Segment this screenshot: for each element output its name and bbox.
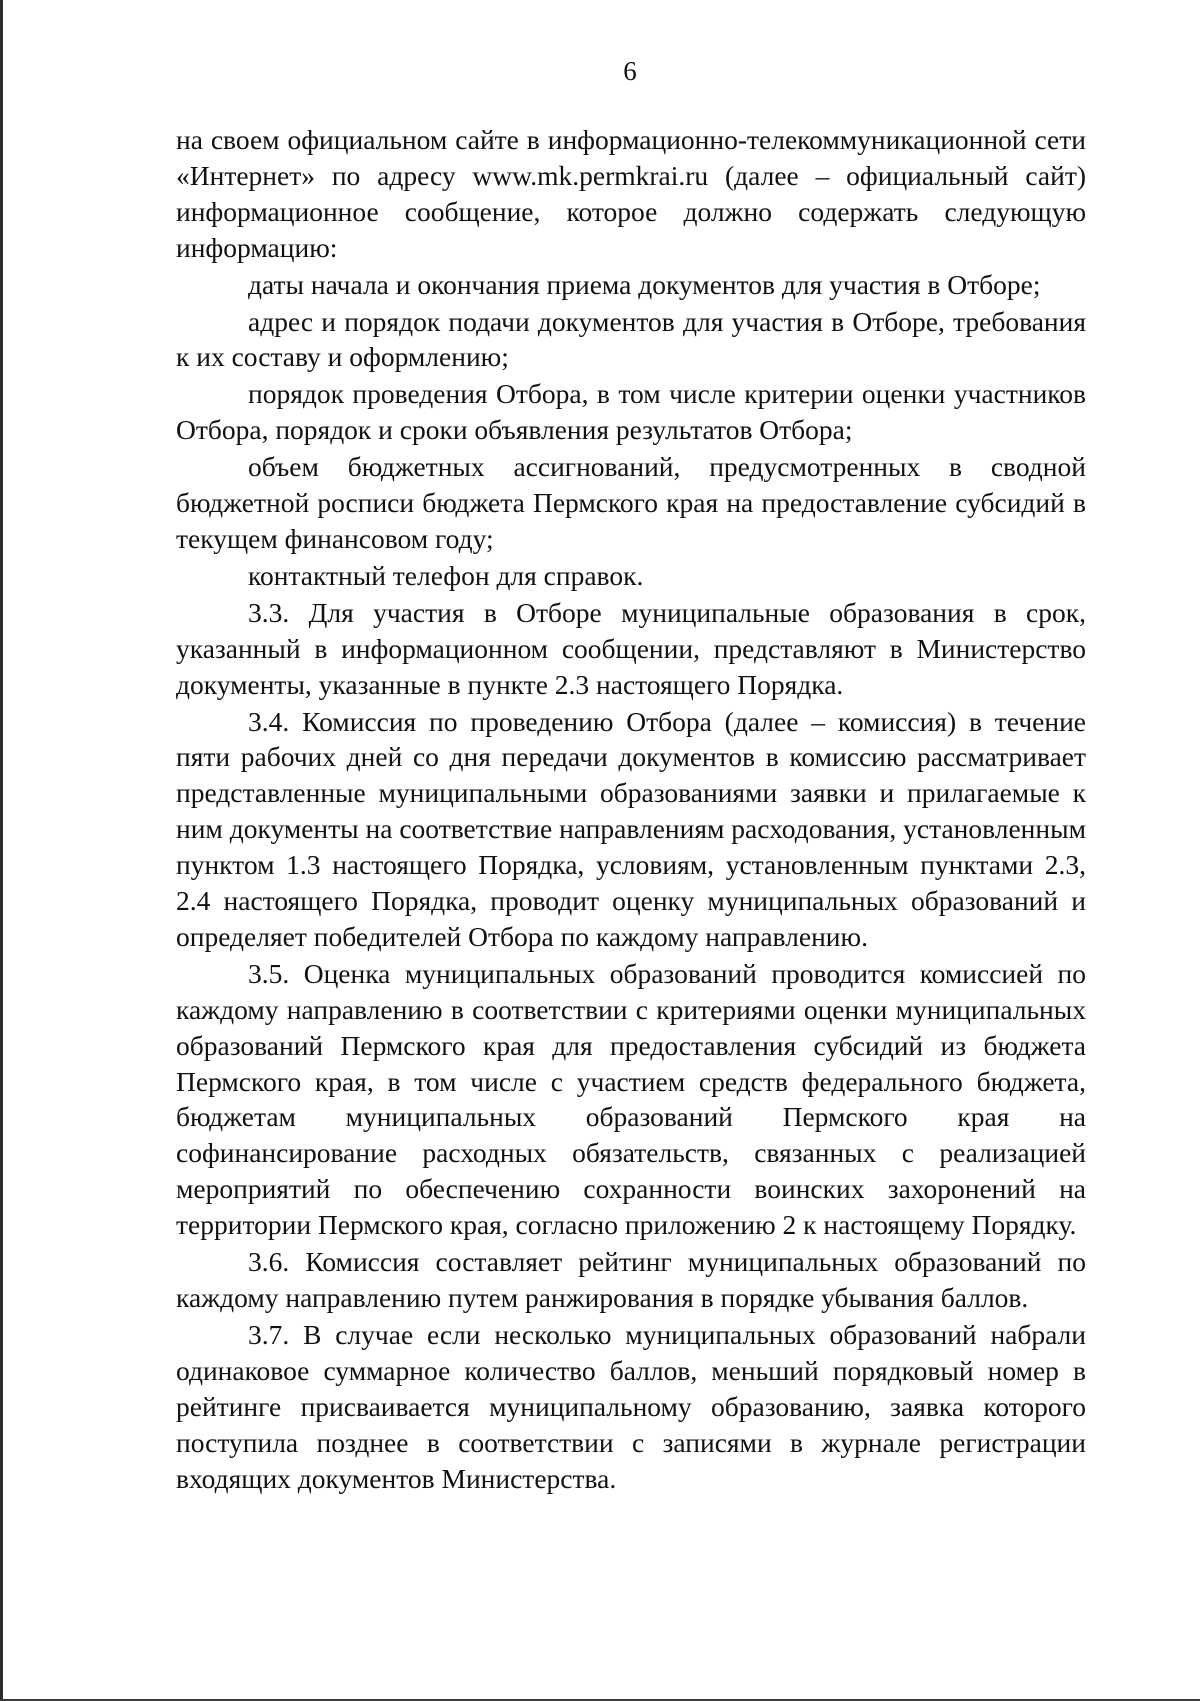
paragraph-3-3: 3.3. Для участия в Отборе муниципальные образования в срок, указанный в информационном сообщении, представляют в Министерство документы, указанные в пункте 2.3 настоящего Порядка. bbox=[176, 596, 1086, 700]
paragraph-3-5: 3.5. Оценка муниципальных образований проводится комиссией по каждому направлению в соответствии с критериями оценки муниципальных образований Пермского края для предоставления субсидий из бюджета Пермского края, в том числе с участием средств федерального бюджета, бюджетам муниципальных образований Пермского края на софинансирование расходных обязательств, связанных с реализацией мероприятий по обеспечению сохранности воинских захоронений на территории Пермского края, согласно приложению 2 к настоящему Порядку. bbox=[176, 957, 1086, 1241]
paragraph-continuation: на своем официальном сайте в информационно-телекоммуникационной сети «Интернет» по адресу www.mk.permkrai.ru (далее – официальный сайт) информационное сообщение, которое должно содержать следующую информацию: bbox=[176, 124, 1086, 263]
page-number: 6 bbox=[623, 56, 637, 86]
paragraph-3-7: 3.7. В случае если несколько муниципальных образований набрали одинаковое суммарное количество баллов, меньший порядковый номер в рейтинге присваивается муниципальному образованию, заявка которого поступила позднее в соответствии с записями в журнале регистрации входящих документов Министерства. bbox=[176, 1318, 1086, 1494]
paragraph-list-item-budget: объем бюджетных ассигнований, предусмотренных в сводной бюджетной росписи бюджета Пермского края на предоставление субсидий в текущем финансовом году; bbox=[176, 451, 1086, 554]
paragraph-list-item-address: адрес и порядок подачи документов для участия в Отборе, требования к их составу и оформлению; bbox=[176, 305, 1086, 373]
paragraph-list-item-dates: даты начала и окончания приема документов для участия в Отборе; bbox=[248, 268, 1041, 300]
scan-border-left bbox=[0, 0, 3, 1701]
paragraph-3-4: 3.4. Комиссия по проведению Отбора (далее – комиссия) в течение пяти рабочих дней со дня передачи документов в комиссию рассматривает представленные муниципальными образованиями заявки и прилагаемые к ним документы на соответствие направлениям расходования, установленным пунктом 1.3 настоящего Порядка, условиям, установленным пунктами 2.3, 2.4 настоящего Порядка, проводит оценку муниципальных образований и определяет победителей Отбора по каждому направлению. bbox=[176, 705, 1086, 952]
document-body bbox=[176, 122, 1086, 1496]
paragraph-3-6: 3.6. Комиссия составляет рейтинг муниципальных образований по каждому направлению путем ранжирования в порядке убывания баллов. bbox=[176, 1246, 1086, 1313]
paragraph-list-item-phone: контактный телефон для справок. bbox=[248, 559, 644, 591]
paragraph-list-item-procedure: порядок проведения Отбора, в том числе критерии оценки участников Отбора, порядок и сроки объявления результатов Отбора; bbox=[176, 378, 1086, 446]
